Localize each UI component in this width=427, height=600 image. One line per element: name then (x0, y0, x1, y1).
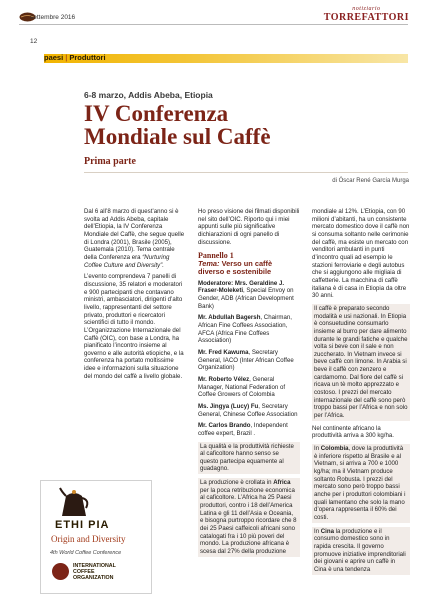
colombia-pre: In (314, 445, 321, 453)
conference-theme: “Nurturing Coffee Culture and Diversity”. (84, 253, 170, 269)
ico-name-line-1: INTERNATIONAL (73, 563, 116, 569)
panel-theme (198, 260, 300, 276)
africa-post: per la poca retribuzione economica al caficoltore. L’Africa ha 25 Paesi produttori, contro i 18 dell’America Latina e gli 11 dell’Asia e Oceania, e bisogna purtroppo ricordare che 8 dei 25 Paesi caffeicoli africani sono catalogati fra i 10 più poveri del mondo. La produzione africana è scesa dal 27% della produzione (200, 486, 297, 556)
ico-name-line-2: COFFEE (73, 569, 95, 576)
masthead (324, 6, 409, 23)
speaker-entry (198, 376, 300, 399)
cina-post: la produzione e il consumo domestico sono in rapida crescita. Il governo promuove iniziative imprenditoriali dei giovani e aprire un caffè in Cina è una tendenza (314, 527, 406, 573)
col3-paragraph-4 (312, 444, 410, 523)
col2-africa-paragraph (198, 478, 300, 557)
cina-bold: Cina (320, 527, 334, 535)
colombia-bold: Colombia (320, 445, 349, 453)
issue-date: settembre 2016 (30, 14, 76, 21)
col3-paragraph-1: mondiale al 12%. L’Etiopia, con 90 milioni d’abitanti, ha un consistente mercato domestico dove il caffè non si consuma soltanto nelle cerimonie del caffè, ma esiste un mercato con venditori ambulanti in punti d’incontro quali ad esempio le stazioni ferroviarie e degli autobus che si aggiungono alle migliaia di caffetterie. La macchina di caffè italiana è di casa in Etiopia da oltre 30 anni. (312, 208, 410, 300)
ad-conference-name: 4th World Coffee Conference (50, 550, 122, 556)
speaker-description: , Secretary General, Chinese Coffee Association (198, 402, 298, 418)
article-subhead: Prima parte (84, 156, 136, 167)
cina-pre: In (314, 527, 321, 535)
col1-paragraph-2: L’evento comprendeva 7 panelli di discussione, 35 relatori e moderatori e 900 partecipanti che contavano ministri, ambasciatori, dirigenti d’alto livello, rappresentanti del settore privato, produttori e ricercatori scientifici di tutto il mondo. L’Organizzazione Internazionale del Caffè (OIC), con base a Londra, ha pianificato l’incontro insieme al governo e alle autorità etiopiche, e la conferenza ha portato moltissime idee e informazioni sulla situazione del mondo del caffè a livello globale. (84, 273, 184, 380)
masthead-title: TORREFATTORI (323, 12, 409, 23)
col3-paragraph-3: Nel continente africano la produttività arriva a 300 kg/ha. (312, 424, 394, 440)
speaker-name: Mr. Fred Kawuma (198, 348, 249, 356)
panel-theme-text: Verso un caffè diverso e sostenibile (198, 259, 273, 277)
headline-line-1: IV Conferenza (84, 101, 229, 126)
speaker-entry (198, 422, 300, 437)
africa-pre: La produzione è crollata in (200, 479, 274, 487)
speaker-entry (198, 349, 300, 372)
byline: di Óscar René García Murga (332, 178, 409, 184)
masthead-subtitle: notiziario (352, 6, 381, 12)
speaker-description: , Special Envoy on Gender, ADB (African Development Bank) (198, 287, 294, 310)
section-tag-left: paesi (44, 53, 64, 62)
header-divider (19, 24, 408, 25)
title-divider (84, 172, 408, 173)
speaker-name: Ms. Jingya (Lucy) Fu (198, 402, 259, 410)
event-dateline: 6-8 marzo, Addis Abeba, Etiopia (84, 90, 213, 100)
colombia-post: , dove la produttività è inferiore rispetto al Brasile e al Vietnam, si arriva a 700 e 1000 kg/ha; ma il Vietnam produce soltanto Robusta. I prezzi del mercato sono però troppo bassi anche per i produttori colombiani i quali lamentano che solo la mano d’opera rappresenta il 60% dei costi. (314, 445, 406, 521)
col1-paragraph-1 (84, 208, 186, 269)
speaker-name: Mrs. Geraldine J. Fraser-Moleketi (198, 279, 285, 295)
column-2 (198, 208, 300, 561)
speaker-role: Moderatore: (198, 279, 234, 287)
ico-name (73, 563, 116, 582)
speaker-name: Mr. Carlos Brando (198, 422, 251, 430)
ad-tagline: Origin and Diversity (51, 534, 126, 544)
col3-paragraph-2: Il caffè è preparato secondo modalità e usi nazionali. In Etiopia è consuetudine consumarlo insieme al burro per dare alimento durante le grandi fatiche e qualche volta si beve con il sale e non zuccherato. In Vietnam invece si beve caffè con limone. In Arabia si beve il caffè con zenzero e cardamomo. Dal fiore del caffè si ricava un tè molto apprezzato e costoso. I prezzi del mercato internazionale del caffè sono però troppo bassi per l’Africa e non solo per l’Africa. (312, 304, 410, 421)
panel-speakers (198, 280, 300, 438)
africa-bold: Africa (273, 479, 291, 487)
speaker-description: , General Manager, National Federation of Coffee Growers of Colombia (198, 375, 286, 399)
panel-theme-label: Tema: (198, 259, 220, 269)
article-headline (84, 102, 384, 148)
speaker-entry (198, 280, 300, 311)
page-number: 12 (30, 38, 38, 45)
section-tag-right: Produttori (69, 53, 106, 62)
speaker-entry (198, 403, 300, 418)
ico-name-line-3: ORGANIZATION (73, 575, 114, 582)
speaker-name: Mr. Roberto Vélez (198, 375, 250, 383)
coffee-pot-icon (56, 484, 92, 518)
speaker-entry (198, 314, 300, 345)
col3-paragraph-5 (312, 527, 410, 575)
panel-title: Pannello 1 (198, 251, 234, 261)
speaker-description: , Independent coffee expert, Brazil . (198, 422, 288, 437)
ad-country-name: ETHI PIA (55, 519, 110, 531)
speaker-description: , Chairman, African Fine Coffees Association, AFCA (Africa Fine Coffees Association) (198, 314, 292, 345)
col1-p1-text: Dal 6 all’8 marzo di quest’anno si è svolta ad Addis Abeba, capitale dell’Etiopia, la IV Conferenza Mondiale del Caffè, che segue quelle di Londra (2001), Brasile (2005), Guatemala (2010). Tema centrale della Conferenza era (84, 208, 185, 261)
speaker-name: Mr. Abdullah Bagersh (198, 314, 261, 322)
speaker-description: , Secretary General, IACO (Inter African Coffee Organization) (198, 348, 294, 372)
ico-logo-icon (52, 563, 69, 580)
col2-quality-paragraph: La qualità e la produttività richieste al caficoltore hanno senso se questo partecipa equamente al guadagno. (198, 442, 300, 475)
column-3 (312, 208, 410, 579)
column-1 (84, 208, 186, 384)
col2-intro: Ho preso visione dei filmati disponibili nel sito dell’OIC. Riporto qui i miei appunti sulle più significative dichiarazioni di ogni panello di discussione. (198, 208, 300, 246)
headline-line-2: Mondiale sul Caffè (84, 124, 271, 149)
section-tag: paesi | Produttori (44, 53, 106, 62)
